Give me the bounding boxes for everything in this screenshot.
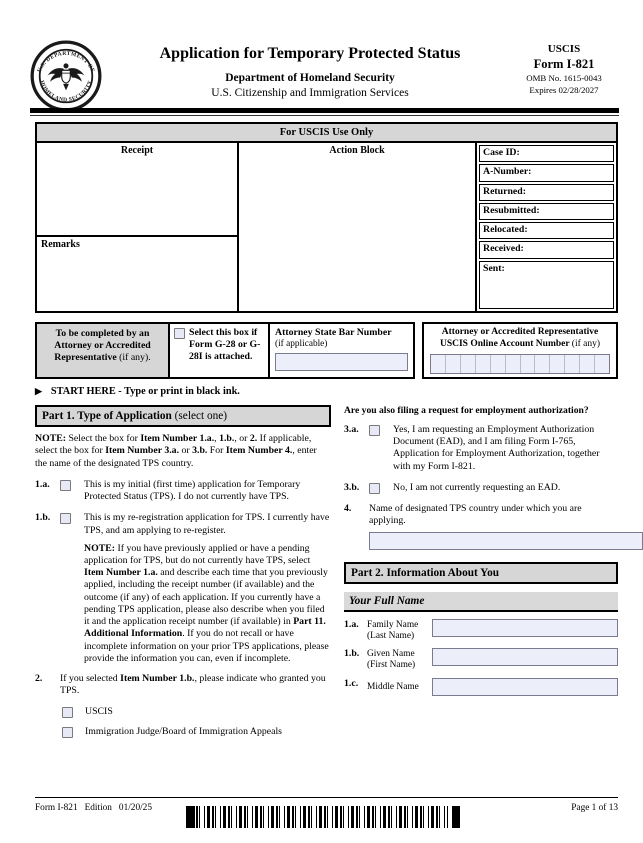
header-rule-thin — [30, 115, 619, 116]
bar-number-input[interactable] — [275, 353, 408, 371]
bar-number-label: Attorney State Bar Number — [275, 327, 392, 339]
item-4-number: 4. — [344, 503, 352, 515]
item-3a-number: 3.a. — [344, 423, 359, 435]
field-1b-number: 1.b. — [344, 648, 360, 660]
ead-yes-checkbox[interactable] — [369, 425, 380, 436]
ead-no-checkbox[interactable] — [369, 483, 380, 494]
footer-rule — [35, 797, 618, 798]
form-number: Form I-821 — [533, 56, 595, 71]
item-3b-label: No, I am not currently requesting an EAD. — [393, 481, 561, 493]
account-number-cell[interactable] — [534, 355, 549, 373]
account-number-cell[interactable] — [505, 355, 520, 373]
account-number-cell[interactable] — [475, 355, 490, 373]
start-here-text: START HERE - Type or print in black ink. — [50, 386, 240, 398]
agency-line: U.S. Citizenship and Immigration Services — [211, 87, 409, 100]
item-1a-label: This is my initial (first time) application for Temporary Protected Status (TPS). I do not currently have TPS. — [84, 478, 301, 503]
account-number-cell[interactable] — [431, 355, 445, 373]
page-title: Application for Temporary Protected Status — [159, 45, 461, 62]
dhs-seal-icon — [30, 40, 102, 112]
part2-heading-text: Part 2. Information About You — [351, 566, 500, 579]
g28-attached-checkbox[interactable] — [174, 328, 185, 339]
expires-date: Expires 02/28/2027 — [529, 85, 599, 96]
uscis-use-row: Case ID: — [479, 145, 614, 162]
uscis-use-row: Relocated: — [479, 222, 614, 239]
middle-name-label: Middle Name — [367, 682, 419, 693]
reregistration-checkbox[interactable] — [60, 513, 71, 524]
field-1c-number: 1.c. — [344, 678, 359, 690]
item-3a-label: Yes, I am requesting an Employment Authorization Document (EAD), and I am filing Form I-765, Application for Employment Authorization, together with my Form I-821. — [393, 423, 600, 472]
barcode — [196, 806, 448, 828]
receipt-cell: Receipt — [37, 143, 237, 237]
granted-by-uscis-label: USCIS — [85, 705, 113, 717]
online-account-number-input[interactable] — [430, 354, 610, 374]
field-1a-number: 1.a. — [344, 618, 359, 630]
department-line: Department of Homeland Security — [225, 72, 395, 84]
item-2-label: If you selected Item Number 1.b., please indicate who granted you TPS. — [60, 673, 326, 697]
uscis-use-row: Returned: — [479, 184, 614, 201]
bar-number-note: (if applicable) — [275, 339, 328, 350]
initial-application-checkbox[interactable] — [60, 480, 71, 491]
given-name-input[interactable] — [432, 648, 618, 666]
account-number-cell[interactable] — [490, 355, 505, 373]
granted-by-judge-checkbox[interactable] — [62, 727, 73, 738]
employment-authorization-question: Are you also filing a request for employment authorization? — [344, 404, 589, 416]
uscis-label: USCIS — [547, 43, 581, 55]
granted-by-uscis-checkbox[interactable] — [62, 707, 73, 718]
account-number-cell[interactable] — [564, 355, 579, 373]
uscis-use-row: Received: — [479, 241, 614, 258]
action-block-cell: Action Block — [239, 143, 477, 311]
account-number-cell[interactable] — [549, 355, 564, 373]
account-number-cell[interactable] — [579, 355, 594, 373]
g28-attached-label: Select this box if Form G-28 or G-28I is attached. — [189, 327, 261, 362]
item-1a-number: 1.a. — [35, 478, 50, 490]
online-account-label: Attorney or Accredited Representative USCIS Online Account Number (if any) — [439, 327, 601, 349]
uscis-use-row: Sent: — [479, 261, 614, 310]
seal-bottom-text: HOMELAND SECURITY — [38, 79, 94, 104]
your-full-name-heading: Your Full Name — [344, 592, 618, 612]
part1-heading: Part 1. Type of Application (select one) — [35, 405, 331, 427]
part2-heading — [344, 562, 618, 584]
uscis-use-row: Resubmitted: — [479, 203, 614, 220]
account-number-cell[interactable] — [520, 355, 535, 373]
uscis-use-only-title: For USCIS Use Only — [37, 124, 616, 143]
form-header — [30, 40, 620, 106]
given-name-label: Given Name (First Name) — [367, 649, 416, 671]
part1-note: NOTE: Select the box for Item Number 1.a., 1.b., or 2. If applicable, select the box for Item Number 3.a. or 3.b. For Item Number 4., enter the name of the designated TPS country. — [35, 433, 317, 469]
item-1b-label: This is my re-registration application for TPS. I currently have TPS, and am applying to re-register. — [84, 512, 330, 536]
item-2-number: 2. — [35, 673, 43, 685]
family-name-input[interactable] — [432, 619, 618, 637]
item-3b-number: 3.b. — [344, 481, 360, 493]
attorney-section — [35, 322, 618, 379]
account-number-cell[interactable] — [460, 355, 475, 373]
omb-number: OMB No. 1615-0043 — [526, 73, 602, 84]
uscis-use-row: A-Number: — [479, 164, 614, 181]
granted-by-judge-label: Immigration Judge/Board of Immigration Appeals — [85, 725, 282, 737]
middle-name-input[interactable] — [432, 678, 618, 696]
item-1b-number: 1.b. — [35, 512, 51, 524]
family-name-label: Family Name (Last Name) — [367, 619, 419, 641]
account-number-cell[interactable] — [445, 355, 460, 373]
item-4-label: Name of designated TPS country under which you are applying. — [369, 503, 582, 527]
header-rule-thick — [30, 108, 619, 113]
start-here-arrow-icon: ▶ — [35, 386, 42, 397]
uscis-use-right-column — [477, 143, 616, 311]
seal-top-text: U.S. DEPARTMENT OF — [36, 50, 96, 74]
tps-country-input[interactable] — [369, 532, 643, 550]
footer-page-number: Page 1 of 13 — [571, 803, 618, 813]
uscis-use-only-table — [35, 122, 618, 313]
attorney-completed-by-label: To be completed by an Attorney or Accredited Representative (if any). — [37, 324, 170, 377]
item-1b-note: NOTE: If you have previously applied or have a pending application for TPS, but do not currently have TPS, select Item Number 1.a. and describe each time that you previously applied, including the receipt number (if available) and the outcome (if any) of each application. If you currently have a pending TPS application, please also describe when you filed it and the application receipt number (if available) in Part 11. Additional Information. If you do not recall or have incomplete information on your prior TPS applications, please provide the information you can, even if incomplete. — [84, 542, 329, 664]
account-number-cell[interactable] — [594, 355, 609, 373]
footer-edition: Form I-821 Edition 01/20/25 — [35, 803, 152, 813]
start-here-line — [35, 386, 618, 399]
remarks-cell: Remarks — [41, 239, 80, 251]
